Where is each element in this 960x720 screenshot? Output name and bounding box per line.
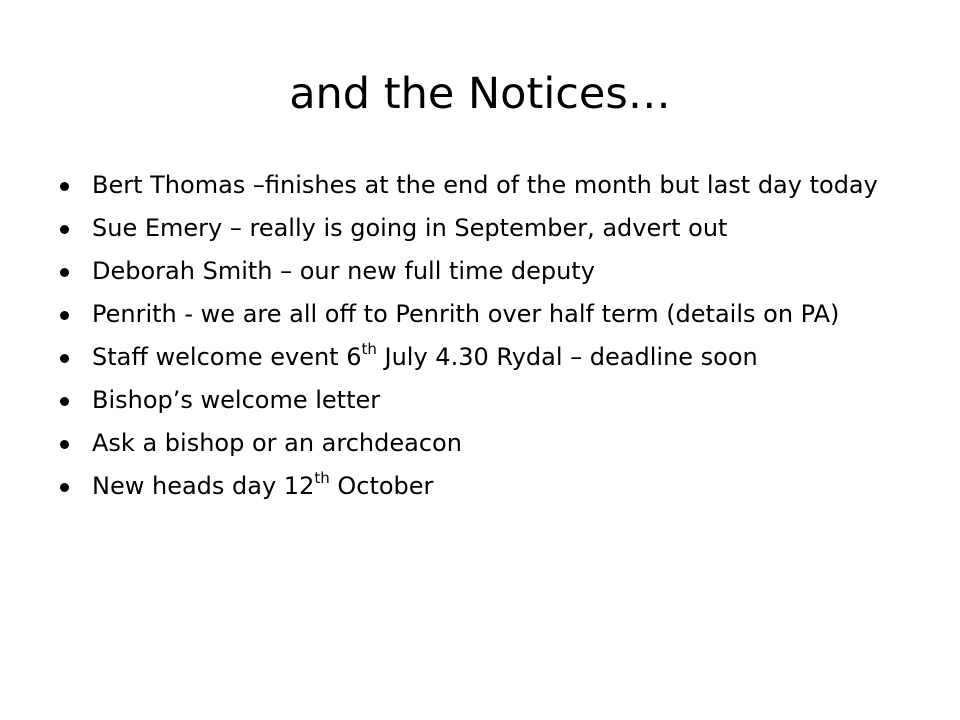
list-item-text: Deborah Smith – our new full time deputy xyxy=(92,257,595,285)
list-item-text: Sue Emery – really is going in September, advert out xyxy=(92,214,728,242)
list-item-text: Bishop’s welcome letter xyxy=(92,386,381,414)
bullet-icon xyxy=(60,311,69,320)
list-item xyxy=(60,385,900,415)
bullet-icon xyxy=(60,397,69,406)
slide-title: and the Notices… xyxy=(289,69,671,119)
list-item xyxy=(60,256,900,286)
bullet-icon xyxy=(60,182,69,191)
list-item-text-end: July 4.30 Rydal – deadline soon xyxy=(376,343,758,371)
notices-list xyxy=(60,170,900,514)
bullet-icon xyxy=(60,440,69,449)
bullet-icon xyxy=(60,225,69,234)
list-item xyxy=(60,428,900,458)
list-item-text: Penrith - we are all off to Penrith over half term (details on PA) xyxy=(92,300,840,328)
list-item-text-start: New heads day 12 xyxy=(92,472,315,500)
list-item xyxy=(60,299,900,329)
list-item xyxy=(60,170,900,200)
bullet-icon xyxy=(60,483,69,492)
list-item-text: Bert Thomas –finishes at the end of the month but last day today xyxy=(92,171,878,199)
bullet-icon xyxy=(60,354,69,363)
list-item-text-end: October xyxy=(329,472,434,500)
list-item xyxy=(60,471,900,501)
ordinal-suffix: th xyxy=(314,469,330,487)
list-item xyxy=(60,342,900,372)
bullet-icon xyxy=(60,268,69,277)
list-item xyxy=(60,213,900,243)
list-item-text-start: Staff welcome event 6 xyxy=(92,343,362,371)
ordinal-suffix: th xyxy=(361,340,377,358)
list-item-text: Ask a bishop or an archdeacon xyxy=(92,429,462,457)
